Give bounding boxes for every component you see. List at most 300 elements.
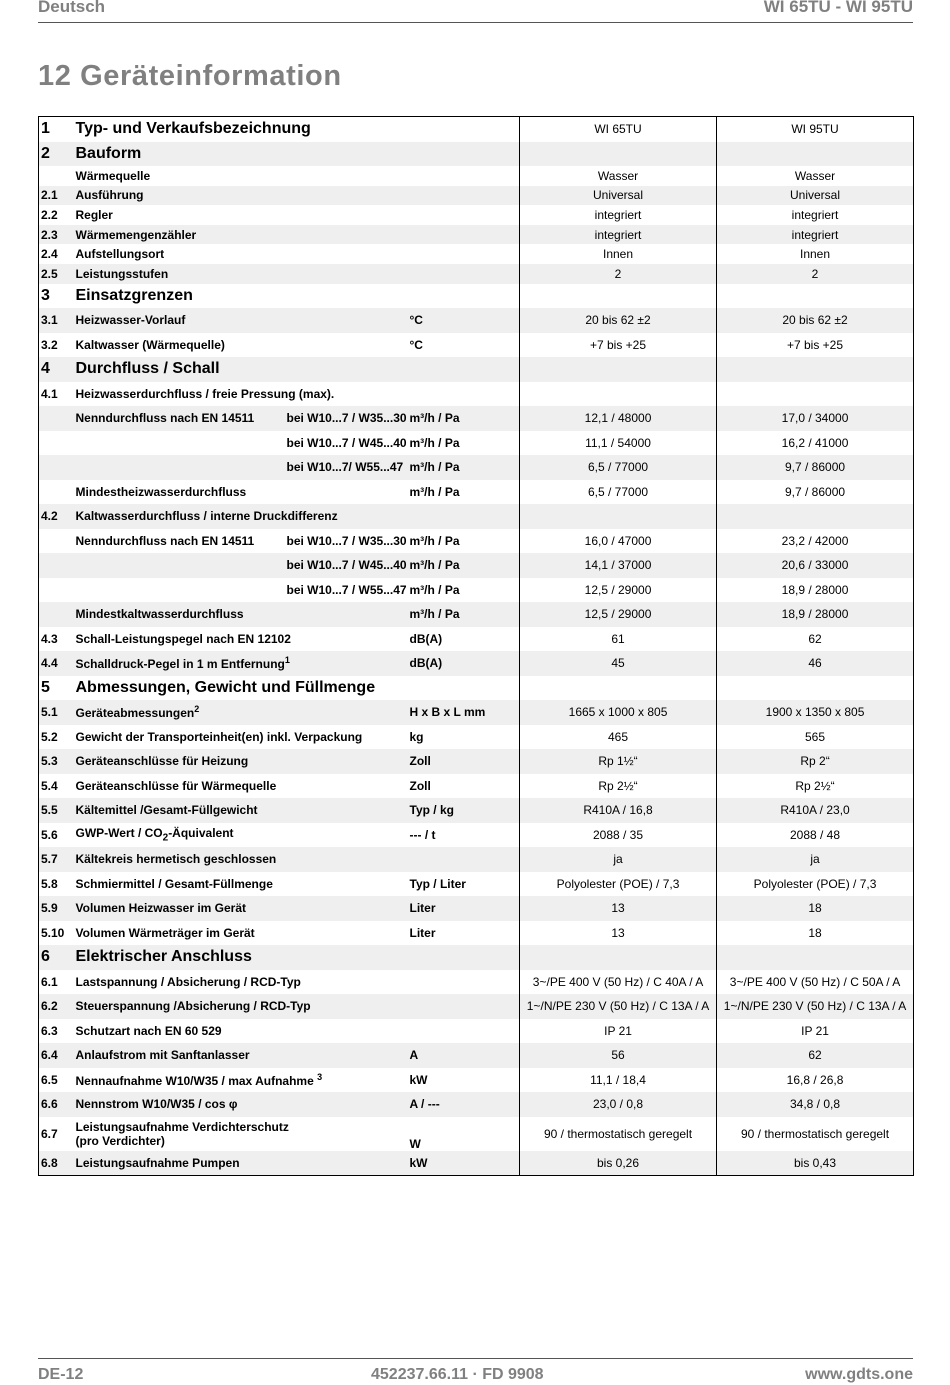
row-label-second-line: (pro Verdichter) bbox=[75, 1133, 165, 1148]
row-condition: bei W10...7 / W55...47 bbox=[286, 582, 407, 597]
value-wi65tu: 13 bbox=[520, 921, 717, 946]
value-wi65tu: 3~/PE 400 V (50 Hz) / C 40A / A bbox=[520, 970, 717, 995]
row-label-text: Kaltwasser (Wärmequelle) bbox=[75, 337, 225, 352]
value-wi95tu: R410A / 23,0 bbox=[717, 798, 914, 823]
value-wi95tu bbox=[717, 945, 914, 970]
row-unit: °C bbox=[407, 308, 520, 333]
row-label bbox=[73, 1117, 407, 1151]
table-row bbox=[39, 431, 914, 456]
row-number: 4.2 bbox=[39, 504, 73, 529]
table-row bbox=[39, 284, 914, 309]
value-wi65tu: 465 bbox=[520, 725, 717, 750]
row-unit: kW bbox=[409, 1072, 428, 1087]
row-number: 5.7 bbox=[39, 847, 73, 872]
row-number bbox=[39, 406, 73, 431]
row-number: 5.3 bbox=[39, 749, 73, 774]
row-label-text: Typ- und Verkaufsbezeichnung bbox=[75, 120, 311, 138]
row-unit: dB(A) bbox=[409, 631, 443, 646]
table-row bbox=[39, 455, 914, 480]
row-unit: H x B x L mm bbox=[407, 700, 520, 725]
value-wi65tu: 23,0 / 0,8 bbox=[520, 1092, 717, 1117]
row-number bbox=[39, 455, 73, 480]
row-unit bbox=[407, 1019, 520, 1044]
value-wi65tu: 12,5 / 29000 bbox=[520, 602, 717, 627]
row-label-text: Geräteabmessungen bbox=[75, 706, 195, 721]
row-condition: bei W10...7 / W35...30 bbox=[286, 533, 407, 548]
row-unit bbox=[407, 186, 520, 206]
value-wi65tu: 16,0 / 47000 bbox=[520, 529, 717, 554]
table-row bbox=[39, 529, 914, 554]
table-row bbox=[39, 651, 914, 676]
table-row bbox=[39, 1151, 914, 1176]
value-wi95tu: Innen bbox=[717, 244, 914, 264]
row-label bbox=[73, 553, 284, 578]
table-row bbox=[39, 970, 914, 995]
row-unit: m³/h / Pa bbox=[409, 435, 460, 450]
row-label-text: Abmessungen, Gewicht und Füllmenge bbox=[75, 678, 376, 696]
table-row bbox=[39, 627, 914, 652]
value-wi95tu: +7 bis +25 bbox=[717, 333, 914, 358]
table-row bbox=[39, 823, 914, 848]
table-row bbox=[39, 847, 914, 872]
table-row bbox=[39, 480, 914, 505]
row-condition: bei W10...7 / W45...40 bbox=[286, 435, 407, 450]
row-label bbox=[73, 1043, 407, 1068]
row-unit: Typ / kg bbox=[407, 798, 520, 823]
table-row bbox=[39, 602, 914, 627]
row-number: 5.5 bbox=[39, 798, 73, 823]
table-row bbox=[39, 945, 914, 970]
value-wi95tu: Rp 2“ bbox=[717, 749, 914, 774]
value-wi65tu: 11,1 / 54000 bbox=[520, 431, 717, 456]
row-number: 2.2 bbox=[41, 207, 58, 222]
row-label-text: Einsatzgrenzen bbox=[75, 286, 193, 304]
table-row bbox=[39, 700, 914, 725]
row-number bbox=[39, 553, 73, 578]
table-row bbox=[39, 725, 914, 750]
row-label-text: Gewicht der Transporteinheit(en) inkl. Verpackung bbox=[75, 729, 363, 744]
footer-page: DE-12 bbox=[38, 1366, 84, 1383]
row-unit: °C bbox=[409, 337, 423, 352]
page-footer bbox=[38, 1358, 913, 1385]
row-unit bbox=[407, 847, 520, 872]
row-number bbox=[39, 480, 73, 505]
row-unit: Typ / Liter bbox=[409, 876, 466, 891]
row-condition: bei W10...7/ W55...47 bbox=[284, 455, 407, 480]
value-wi95tu: integriert bbox=[717, 205, 914, 225]
device-info-table bbox=[38, 116, 914, 1176]
row-label bbox=[73, 994, 407, 1019]
value-wi95tu: 62 bbox=[717, 627, 914, 652]
row-number: 2.3 bbox=[39, 225, 73, 245]
row-label bbox=[73, 357, 520, 382]
table-row bbox=[39, 357, 914, 382]
row-label bbox=[73, 333, 407, 358]
value-wi95tu: IP 21 bbox=[717, 1019, 914, 1044]
value-wi95tu: 23,2 / 42000 bbox=[717, 529, 914, 554]
value-wi65tu: 2088 / 35 bbox=[520, 823, 717, 848]
value-wi65tu bbox=[520, 382, 717, 407]
table-row bbox=[39, 406, 914, 431]
value-wi65tu: 56 bbox=[520, 1043, 717, 1068]
table-row bbox=[39, 774, 914, 799]
value-wi65tu: WI 65TU bbox=[520, 117, 717, 142]
row-number: 5.8 bbox=[41, 876, 58, 891]
row-label-text: Geräteanschlüsse für Wärmequelle bbox=[75, 778, 277, 793]
value-wi95tu bbox=[717, 357, 914, 382]
table-row bbox=[39, 896, 914, 921]
table-row bbox=[39, 749, 914, 774]
row-label-text: Kältekreis hermetisch geschlossen bbox=[75, 852, 277, 867]
row-number: 5.6 bbox=[41, 827, 58, 842]
row-number: 5.9 bbox=[39, 896, 73, 921]
row-label-text: Schmiermittel / Gesamt-Füllmenge bbox=[75, 876, 273, 891]
value-wi95tu: 9,7 / 86000 bbox=[717, 480, 914, 505]
row-label-text: Aufstellungsort bbox=[75, 247, 165, 262]
row-label-text: Steuerspannung /Absicherung / RCD-Typ bbox=[75, 999, 311, 1014]
value-wi95tu bbox=[717, 676, 914, 701]
value-wi95tu: Rp 2½“ bbox=[717, 774, 914, 799]
value-wi65tu: 11,1 / 18,4 bbox=[520, 1068, 717, 1093]
value-wi65tu: R410A / 16,8 bbox=[520, 798, 717, 823]
value-wi65tu: 6,5 / 77000 bbox=[520, 480, 717, 505]
value-wi95tu: 18 bbox=[717, 921, 914, 946]
row-label-text: GWP-Wert / CO bbox=[75, 826, 163, 841]
row-unit bbox=[407, 264, 520, 284]
value-wi95tu: 20 bis 62 ±2 bbox=[717, 308, 914, 333]
row-number: 6.4 bbox=[39, 1043, 73, 1068]
row-label bbox=[73, 823, 407, 848]
row-unit bbox=[407, 504, 520, 529]
value-wi95tu: bis 0,43 bbox=[717, 1151, 914, 1176]
row-number: 4.1 bbox=[41, 386, 58, 401]
table-body bbox=[39, 117, 914, 1176]
value-wi65tu: integriert bbox=[520, 225, 717, 245]
row-label: Mindestheizwasserdurchfluss bbox=[75, 484, 247, 499]
row-number: 5 bbox=[41, 678, 50, 696]
table-row bbox=[39, 553, 914, 578]
value-wi65tu: Polyolester (POE) / 7,3 bbox=[520, 872, 717, 897]
value-wi95tu bbox=[717, 284, 914, 309]
value-wi95tu: 46 bbox=[717, 651, 914, 676]
value-wi65tu: IP 21 bbox=[520, 1019, 717, 1044]
value-wi95tu bbox=[717, 142, 914, 167]
row-number: 6.5 bbox=[41, 1072, 58, 1087]
row-unit: A bbox=[407, 1043, 520, 1068]
row-number: 3.2 bbox=[41, 337, 58, 352]
row-condition bbox=[284, 602, 407, 627]
row-number: 5.2 bbox=[41, 729, 58, 744]
row-number: 4.4 bbox=[39, 651, 73, 676]
row-label-text: Nennaufnahme W10/W35 / max Aufnahme bbox=[75, 1073, 318, 1088]
value-wi65tu: 90 / thermostatisch geregelt bbox=[520, 1117, 717, 1151]
value-wi65tu: 1~/N/PE 230 V (50 Hz) / C 13A / A bbox=[520, 994, 717, 1019]
row-label bbox=[73, 117, 520, 142]
row-unit: kW bbox=[407, 1151, 520, 1176]
row-label-text: Schutzart nach EN 60 529 bbox=[75, 1023, 222, 1038]
row-unit: kg bbox=[409, 729, 424, 744]
value-wi65tu: 12,5 / 29000 bbox=[520, 578, 717, 603]
value-wi65tu bbox=[520, 945, 717, 970]
row-label-footnote: 1 bbox=[284, 655, 290, 666]
row-label bbox=[73, 142, 520, 167]
row-label bbox=[73, 284, 520, 309]
row-number bbox=[39, 578, 73, 603]
table-row bbox=[39, 166, 914, 186]
row-label-text: Volumen Wärmeträger im Gerät bbox=[75, 925, 255, 940]
row-label bbox=[73, 186, 407, 206]
row-unit: A / --- bbox=[407, 1092, 520, 1117]
value-wi95tu: 16,2 / 41000 bbox=[717, 431, 914, 456]
row-label bbox=[73, 578, 284, 603]
row-label bbox=[73, 1068, 407, 1093]
value-wi65tu: 2 bbox=[520, 264, 717, 284]
row-label bbox=[73, 225, 407, 245]
row-unit: Zoll bbox=[409, 778, 431, 793]
value-wi95tu: 62 bbox=[717, 1043, 914, 1068]
value-wi65tu: 14,1 / 37000 bbox=[520, 553, 717, 578]
row-unit bbox=[407, 382, 520, 407]
row-number: 6.7 bbox=[41, 1126, 58, 1141]
table-row bbox=[39, 578, 914, 603]
value-wi65tu: 20 bis 62 ±2 bbox=[520, 308, 717, 333]
row-condition: bei W10...7 / W45...40 bbox=[284, 553, 407, 578]
row-number: 4.3 bbox=[41, 631, 58, 646]
row-unit: --- / t bbox=[409, 827, 436, 842]
value-wi95tu: ja bbox=[717, 847, 914, 872]
row-number: 6 bbox=[39, 945, 73, 970]
row-label bbox=[73, 627, 407, 652]
row-number: 5.10 bbox=[41, 925, 65, 940]
value-wi95tu: 90 / thermostatisch geregelt bbox=[717, 1117, 914, 1151]
value-wi65tu: Universal bbox=[520, 186, 717, 206]
value-wi95tu: 18 bbox=[717, 896, 914, 921]
row-label-text: Kältemittel /Gesamt-Füllgewicht bbox=[75, 803, 258, 818]
value-wi65tu bbox=[520, 676, 717, 701]
row-label-text: Leistungsaufnahme Pumpen bbox=[75, 1155, 240, 1170]
table-row bbox=[39, 994, 914, 1019]
row-condition bbox=[284, 480, 407, 505]
value-wi95tu: 3~/PE 400 V (50 Hz) / C 50A / A bbox=[717, 970, 914, 995]
table-row bbox=[39, 1068, 914, 1093]
row-number: 3.1 bbox=[39, 308, 73, 333]
row-number: 3 bbox=[41, 286, 50, 304]
table-row bbox=[39, 1043, 914, 1068]
value-wi95tu: 1900 x 1350 x 805 bbox=[717, 700, 914, 725]
row-label bbox=[73, 970, 407, 995]
row-number: 1 bbox=[41, 120, 50, 138]
value-wi95tu: 2 bbox=[717, 264, 914, 284]
row-label bbox=[73, 244, 407, 264]
row-label bbox=[73, 205, 407, 225]
row-label-text: Bauform bbox=[75, 144, 142, 162]
value-wi65tu: 1665 x 1000 x 805 bbox=[520, 700, 717, 725]
value-wi65tu: ja bbox=[520, 847, 717, 872]
table-row bbox=[39, 333, 914, 358]
row-label bbox=[73, 921, 407, 946]
row-number: 4 bbox=[39, 357, 73, 382]
row-label-text: Ausführung bbox=[75, 188, 144, 203]
row-number bbox=[39, 166, 73, 186]
row-number bbox=[39, 529, 73, 554]
value-wi65tu: 45 bbox=[520, 651, 717, 676]
row-label-text: Volumen Heizwasser im Gerät bbox=[75, 901, 247, 916]
row-unit: m³/h / Pa bbox=[407, 553, 520, 578]
row-unit: W bbox=[409, 1136, 421, 1151]
row-label bbox=[73, 676, 520, 701]
row-label bbox=[73, 431, 284, 456]
row-label-footnote: 2 bbox=[194, 704, 200, 715]
row-label-text: Leistungsaufnahme Verdichterschutz bbox=[75, 1119, 289, 1134]
row-label-text: Anlaufstrom mit Sanftanlasser bbox=[75, 1048, 250, 1063]
row-unit bbox=[407, 225, 520, 245]
value-wi95tu: integriert bbox=[717, 225, 914, 245]
table-row bbox=[39, 244, 914, 264]
row-number: 5.1 bbox=[39, 700, 73, 725]
footer-doc-number: 452237.66.11 · FD 9908 bbox=[371, 1366, 544, 1383]
row-number: 6.6 bbox=[39, 1092, 73, 1117]
row-number: 6.3 bbox=[41, 1023, 58, 1038]
table-row bbox=[39, 676, 914, 701]
row-unit bbox=[407, 166, 520, 186]
value-wi65tu bbox=[520, 357, 717, 382]
row-label bbox=[73, 455, 284, 480]
row-label-text: Geräteanschlüsse für Heizung bbox=[75, 754, 249, 769]
row-unit bbox=[407, 244, 520, 264]
row-unit: m³/h / Pa bbox=[407, 602, 520, 627]
row-label: Nenndurchfluss nach EN 14511 bbox=[75, 533, 255, 548]
table-row bbox=[39, 225, 914, 245]
value-wi95tu: 18,9 / 28000 bbox=[717, 602, 914, 627]
row-label-text: Heizwasserdurchfluss / freie Pressung (max). bbox=[75, 386, 335, 401]
row-label-text-cont: -Äquivalent bbox=[168, 826, 234, 841]
value-wi95tu: 1~/N/PE 230 V (50 Hz) / C 13A / A bbox=[717, 994, 914, 1019]
row-number: 6.8 bbox=[39, 1151, 73, 1176]
row-label bbox=[73, 725, 407, 750]
row-unit bbox=[407, 994, 520, 1019]
value-wi65tu: integriert bbox=[520, 205, 717, 225]
row-label-footnote: 3 bbox=[317, 1071, 323, 1082]
row-label bbox=[73, 749, 407, 774]
row-number: 2.5 bbox=[39, 264, 73, 284]
value-wi65tu: bis 0,26 bbox=[520, 1151, 717, 1176]
row-number: 6.1 bbox=[41, 974, 58, 989]
row-number: 5.4 bbox=[41, 778, 58, 793]
row-label: Nenndurchfluss nach EN 14511 bbox=[73, 406, 284, 431]
row-label bbox=[73, 774, 407, 799]
row-label-text: Schall-Leistungspegel nach EN 12102 bbox=[75, 631, 291, 646]
row-unit: m³/h / Pa bbox=[409, 533, 460, 548]
row-unit: Liter bbox=[407, 896, 520, 921]
table-row bbox=[39, 186, 914, 206]
row-label-text: Wärmemengenzähler bbox=[75, 227, 197, 242]
row-unit bbox=[407, 970, 520, 995]
page-header bbox=[38, 0, 913, 23]
row-label bbox=[73, 872, 407, 897]
row-unit: m³/h / Pa bbox=[407, 455, 520, 480]
table-row bbox=[39, 504, 914, 529]
row-label-text: Leistungsstufen bbox=[75, 266, 169, 281]
value-wi95tu: WI 95TU bbox=[717, 117, 914, 142]
row-label bbox=[73, 651, 407, 676]
header-models: WI 65TU - WI 95TU bbox=[763, 0, 913, 16]
row-label-text: Kaltwasserdurchfluss / interne Druckdifferenz bbox=[75, 509, 338, 524]
row-label-subscript: 2 bbox=[162, 832, 169, 844]
row-label bbox=[73, 308, 407, 333]
footer-url: www.gdts.one bbox=[805, 1366, 913, 1383]
value-wi95tu: 9,7 / 86000 bbox=[717, 455, 914, 480]
table-row bbox=[39, 117, 914, 142]
value-wi65tu: +7 bis +25 bbox=[520, 333, 717, 358]
value-wi95tu: 565 bbox=[717, 725, 914, 750]
value-wi95tu: Universal bbox=[717, 186, 914, 206]
table-row bbox=[39, 1019, 914, 1044]
table-row bbox=[39, 921, 914, 946]
value-wi95tu: Wasser bbox=[717, 166, 914, 186]
row-number bbox=[39, 602, 73, 627]
row-label bbox=[73, 798, 407, 823]
value-wi65tu: Rp 2½“ bbox=[520, 774, 717, 799]
row-unit: Zoll bbox=[407, 749, 520, 774]
table-row bbox=[39, 142, 914, 167]
row-label-text: Heizwasser-Vorlauf bbox=[75, 313, 186, 328]
row-label bbox=[73, 166, 407, 186]
table-row bbox=[39, 1117, 914, 1151]
row-label-text: Regler bbox=[75, 207, 113, 222]
row-label bbox=[73, 700, 407, 725]
row-label bbox=[73, 1151, 407, 1176]
value-wi65tu bbox=[520, 504, 717, 529]
value-wi65tu bbox=[520, 284, 717, 309]
row-condition: bei W10...7 / W35...30 bbox=[284, 406, 407, 431]
row-label bbox=[73, 382, 407, 407]
row-label bbox=[73, 504, 407, 529]
row-label: Mindestkaltwasserdurchfluss bbox=[73, 602, 284, 627]
value-wi95tu: 20,6 / 33000 bbox=[717, 553, 914, 578]
value-wi65tu: 61 bbox=[520, 627, 717, 652]
value-wi95tu: 18,9 / 28000 bbox=[717, 578, 914, 603]
row-number: 2.1 bbox=[39, 186, 73, 206]
value-wi95tu bbox=[717, 504, 914, 529]
value-wi65tu: Wasser bbox=[520, 166, 717, 186]
page-title: 12 Geräteinformation bbox=[38, 60, 342, 92]
table-row bbox=[39, 872, 914, 897]
table-row bbox=[39, 382, 914, 407]
row-label-text: Elektrischer Anschluss bbox=[75, 948, 252, 966]
row-label bbox=[73, 896, 407, 921]
value-wi65tu: 12,1 / 48000 bbox=[520, 406, 717, 431]
row-label bbox=[73, 1092, 407, 1117]
row-label bbox=[73, 264, 407, 284]
row-label-text: Nennstrom W10/W35 / cos φ bbox=[75, 1097, 238, 1112]
value-wi95tu: Polyolester (POE) / 7,3 bbox=[717, 872, 914, 897]
row-unit: dB(A) bbox=[407, 651, 520, 676]
row-label bbox=[73, 847, 407, 872]
value-wi65tu bbox=[520, 142, 717, 167]
row-unit: m³/h / Pa bbox=[409, 582, 460, 597]
value-wi95tu bbox=[717, 382, 914, 407]
value-wi95tu: 17,0 / 34000 bbox=[717, 406, 914, 431]
table-row bbox=[39, 308, 914, 333]
table-row bbox=[39, 1092, 914, 1117]
row-unit: m³/h / Pa bbox=[409, 484, 460, 499]
table-row bbox=[39, 264, 914, 284]
row-number: 6.2 bbox=[39, 994, 73, 1019]
row-label bbox=[73, 945, 520, 970]
row-label bbox=[73, 1019, 407, 1044]
row-label-text: Durchfluss / Schall bbox=[75, 360, 220, 378]
value-wi65tu: 13 bbox=[520, 896, 717, 921]
